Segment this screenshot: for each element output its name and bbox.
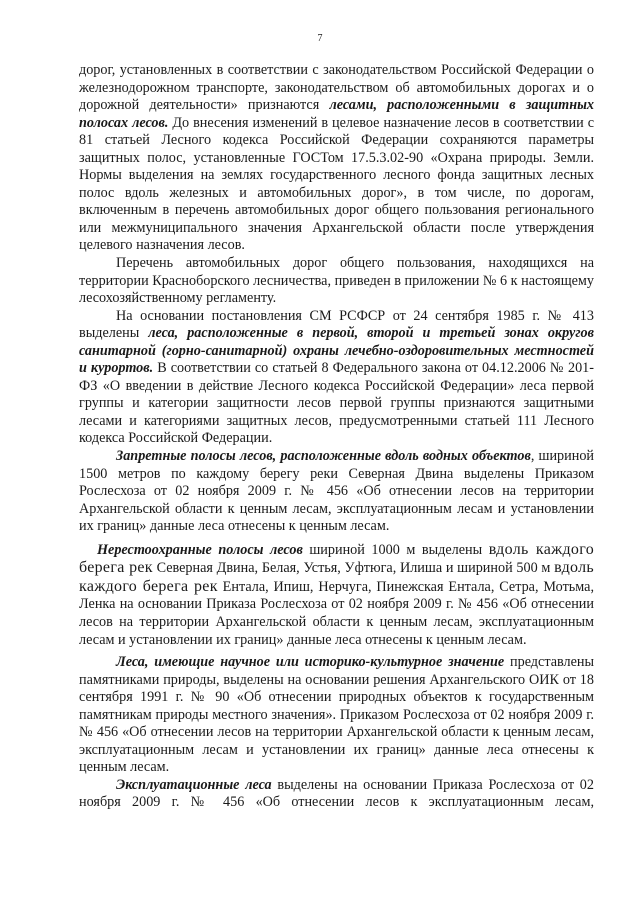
emphasis-term: Запретные полосы лесов, расположенные вдоль водных объектов: [116, 448, 531, 465]
paragraph-scientific-historical: [79, 654, 594, 777]
text-run: дорог, установленных в соответствии с законодательством Российской Федерации о железнодорожном транспорте, законодательством об автомобильных дорогах и о дорожной деятельности» признаются: [79, 62, 594, 114]
text-run: В соответствии со статьей 8 Федерального закона от 04.12.2006 № 201-ФЗ «О введении в действие Лесного кодекса Российской Федерации» леса первой группы и категории защитности лесов первой группы признаются защитными лесами и категориями защитных лесов, предусмотренными статьей 111 Лесного кодекса Российской Федерации.: [79, 360, 594, 447]
page-number: 7: [317, 33, 323, 44]
emphasis-term: Нерестоохранные полосы лесов: [97, 541, 303, 558]
text-run: Ентала, Ипиш, Нерчуга, Пинежская Ентала, Сетра, Мотьма, Ленка на основании Приказа Рослесхоза от 02 ноября 2009 г. № 456 «Об отнесении лесов на территории Архангельской области к ценным лесам, эксплуатационным лесам и установлении их границ» данные леса отнесены к ценным лесам.: [79, 578, 594, 648]
text-run: представлены памятниками природы, выделены на основании решения Архангельского ОИК от 18 сентября 1991 г. № 90 «Об отнесении природных объектов к государственным памятникам природы местного значения». Приказом Рослесхоза от 02 ноября 2009 г. № 456 «Об отнесении лесов на территории Архангельской области к ценным лесам, эксплуатационным лесам и установлении их границ» данные леса отнесены к ценным лесам.: [79, 654, 595, 776]
text-run: На основании постановления СМ РСФСР от 24 сентября 1985 г. № 413 выделены: [79, 307, 594, 342]
text-run: , шириной 1500 метров по каждому берегу реки Северная Двина выделены Приказом Рослесхоза от 02 ноября 2009 г. № 456 «Об отнесении лесов на территории Архангельской области к ценным лесам, эксплуатационным лесам и установлении их границ» данные леса отнесены к ценным лесам.: [79, 448, 595, 535]
paragraph-sanitary-zones: [79, 308, 594, 448]
emphasis-term: Леса, имеющие научное или историко-культурное значение: [116, 654, 505, 671]
text-run: шириной 1000 м выделены: [302, 541, 489, 558]
paragraph-roadside-forests: [79, 62, 594, 255]
emphasis-term: лесами, расположенными в защитных полосах лесов.: [79, 97, 595, 131]
emphasis-term: леса, расположенные в первой, второй и третьей зонах округов санитарной (горно-санитарной) охраны лечебно-оздоровительных местностей и курортов.: [79, 325, 594, 377]
paragraph-spawning-protection: [79, 541, 594, 649]
emphasis-term: Эксплуатационные леса: [116, 776, 272, 793]
text-run: Северная Двина, Белая, Устья, Уфтюга, Илиша и шириной 500 м: [152, 560, 555, 577]
spaced-phrase: вдоль каждого берега рек: [79, 540, 594, 577]
text-run: Перечень автомобильных дорог общего пользования, находящихся на территории Красноборского лесничества, приведен в приложении № 6 к настоящему лесохозяйственному регламенту.: [79, 255, 594, 307]
text-run: До внесения изменений в целевое назначение лесов в соответствии с 81 статьей Лесного кодекса Российской Федерации сохраняются параметры защитных полос, установленные ГОСТом 17.5.3.02-90 «Охрана природы. Земли. Нормы выделения на землях государственного лесного фонда защитных лесных полос вдоль железных и автомобильных дорог», в том числе, по дорогам, включенным в перечень автомобильных дорог общего пользования регионального или межмуниципального значения Архангельской области после утверждения целевого назначения лесов.: [79, 114, 594, 254]
text-run: выделены на основании Приказа Рослесхоза от 02 ноября 2009 г. № 456 «Об отнесении лесов к эксплуатационным лесам,: [79, 776, 594, 811]
spaced-phrase: вдоль каждого берега рек: [79, 559, 594, 595]
paragraph-water-protection-strips: [79, 448, 594, 536]
document-body: [79, 62, 594, 812]
paragraph-exploitation-forests: [79, 777, 594, 812]
paragraph-road-list: [79, 255, 594, 308]
